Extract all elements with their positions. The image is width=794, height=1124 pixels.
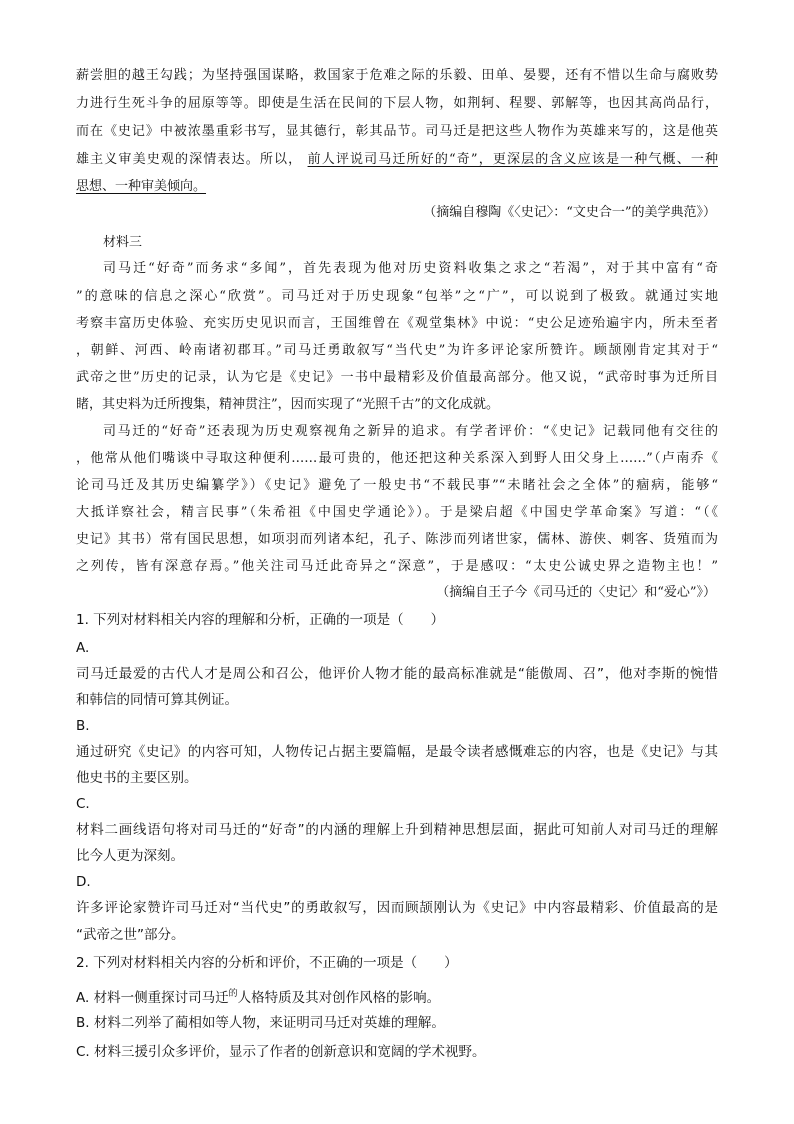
material3-line: 大抵详察社会，精言民事”（朱希祖《中国史学通论》）。于是梁启超《中国史学革命案》写道：“（《 xyxy=(76,505,718,520)
material3-line: 之列传，皆有深意存焉。”他关注司马迁此奇异之“深意”，于是感叹：“太史公诚史界之造物主也！” xyxy=(76,559,718,574)
option-a-label: A. xyxy=(76,640,90,656)
material2-source: （摘编自穆陶《〈史记〉：“文史合一”的美学典范》） xyxy=(423,205,716,220)
question2-option-a xyxy=(76,984,718,1008)
option-c-label: C. xyxy=(76,796,90,812)
question2-option-c: C. 材料三援引众多评价，显示了作者的创新意识和宽阔的学术视野。 xyxy=(76,1044,486,1060)
option-b-text: 他史书的主要区别。 xyxy=(76,770,198,786)
material3-line: 考察丰富历史体验、充实历史见识而言，王国维曾在《观堂集林》中说：“史公足迹殆遍宇内，所未至者 xyxy=(76,316,718,331)
option-d-label: D. xyxy=(76,874,91,890)
material3-heading: 材料三 xyxy=(103,235,143,250)
question1-stem: 1. 下列对材料相关内容的理解和分析，正确的一项是（ ） xyxy=(76,612,445,628)
option-a-superscript: 的 xyxy=(228,989,238,999)
material3-line: 司马迁的“好奇”还表现为历史观察视角之新异的追求。有学者评价：“《史记》记载同他有交往的 xyxy=(103,424,718,439)
material2-line: 而在《史记》中被浓墨重彩书写，显其德行，彰其品节。司马迁是把这些人物作为英雄来写的，这是他英 xyxy=(76,124,718,139)
material2-line: 薪尝胆的越王勾践；为坚持强国谋略，救国家于危难之际的乐毅、田单、晏婴，还有不惜以生命与腐败势 xyxy=(76,68,718,83)
material3-line: ”的意味的信息之深心“欣赏”。司马迁对于历史现象“包举”之“广”，可以说到了极致。就通过实地 xyxy=(76,289,718,304)
material3-line: ，他常从他们嘴谈中寻取这种便利……最可贵的，他还把这种关系深入到野人田父身上……”（卢南乔《 xyxy=(76,451,718,466)
option-c-text: 材料二画线语句将对司马迁的“好奇”的内涵的理解上升到精神思想层面，据此可知前人对司马迁的理解 xyxy=(76,822,718,838)
material2-line4-text: 雄主义审美史观的深情表达。所以， xyxy=(76,152,303,167)
option-a-text-post: 人格特质及其对创作风格的影响。 xyxy=(237,990,441,1006)
material3-line: 司马迁“好奇”而务求“多闻”，首先表现为他对历史资料收集之求之“若渴”，对于其中富有“奇 xyxy=(103,261,718,276)
material2-line xyxy=(76,150,718,170)
option-a-text-pre: A. 材料一侧重探讨司马迁 xyxy=(76,990,229,1006)
option-b-text: 通过研究《史记》的内容可知，人物传记占据主要篇幅，是最令读者感慨难忘的内容，也是《史记》与其 xyxy=(76,744,718,760)
question2-option-b: B. 材料二列举了蔺相如等人物，来证明司马迁对英雄的理解。 xyxy=(76,1015,445,1031)
material2-line: 力进行生死斗争的屈原等等。即使是生活在民间的下层人物，如荆轲、程婴、郭解等，也因其高尚品行， xyxy=(76,96,718,111)
material3-line: 武帝之世”历史的记录，认为它是《史记》一书中最精彩及价值最高部分。他又说，“武帝时事为迁所目 xyxy=(76,370,718,385)
material3-line: 睹，其史料为迁所搜集，精神贯注”，因而实现了“光照千古”的文化成就。 xyxy=(76,397,499,412)
material3-line: ，朝鲜、河西、岭南诸初郡耳。”司马迁勇敢叙写“当代史”为许多评论家所赞许。顾颉刚肯定其对于“ xyxy=(76,343,718,358)
material3-source: （摘编自王子今《司马迁的〈史记〉和“爱心”》） xyxy=(436,585,716,600)
question2-stem: 2. 下列对材料相关内容的分析和评价，不正确的一项是（ ） xyxy=(76,955,458,971)
option-a-text: 司马迁最爱的古代人才是周公和召公，他评价人物才能的最高标准就是“能傲周、召”，他对李斯的惋惜 xyxy=(76,666,718,682)
material3-line: 论司马迁及其历史编纂学》）《史记》避免了一般史书“不载民事”“未睹社会之全体”的痼病，能够“ xyxy=(76,478,718,493)
underlined-sentence: 思想、一种审美倾向。 xyxy=(76,179,207,194)
option-b-label: B. xyxy=(76,718,90,734)
material3-line: 史记》其书）常有国民思想，如项羽而列诸本纪，孔子、陈涉而列诸世家，儒林、游侠、刺客、货殖而为 xyxy=(76,532,718,547)
option-d-text: 许多评论家赞许司马迁对“当代史”的勇敢叙写，因而顾颉刚认为《史记》中内容最精彩、价值最高的是 xyxy=(76,900,718,916)
option-a-text: 和韩信的同情可算其例证。 xyxy=(76,692,238,708)
option-c-text: 比今人更为深刻。 xyxy=(76,848,184,864)
option-d-text: “武帝之世”部分。 xyxy=(76,927,185,943)
underlined-sentence: 前人评说司马迁所好的“奇”，更深层的含义应该是一种气概、一种 xyxy=(307,152,718,167)
